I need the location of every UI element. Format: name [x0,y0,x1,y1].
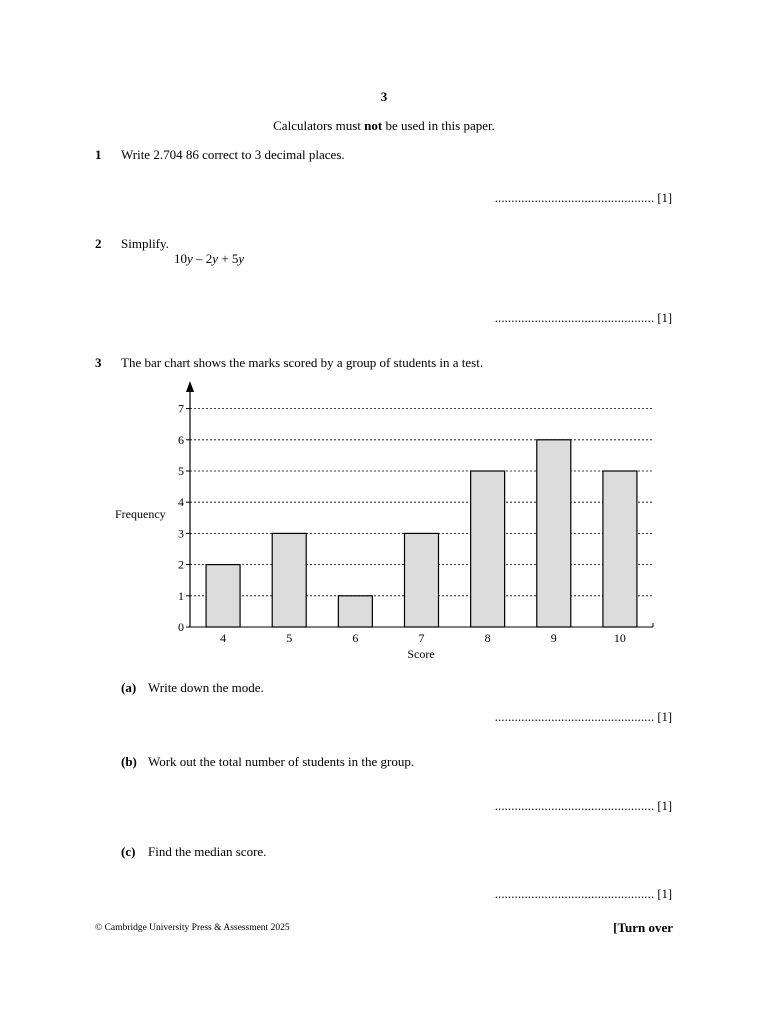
chart-bar [471,471,505,627]
question-1-marks: [1] [657,191,672,205]
chart-bar [206,565,240,627]
instruction-text-before: Calculators must [273,118,365,133]
question-3c-marks: [1] [657,887,672,901]
copyright-notice: © Cambridge University Press & Assessment 2025 [95,923,290,933]
answer-dots: ................................................ [494,191,655,205]
expr-coefficient: 10 [174,251,187,266]
chart-bar [537,440,571,627]
chart-bar [272,533,306,627]
chart-bar [338,596,372,627]
chart-y-tick-label: 2 [178,557,184,572]
question-3a-text: Write down the mode. [148,680,264,695]
question-3a-answer-line[interactable] [495,710,672,725]
answer-dots: ................................................ [494,799,655,813]
question-3-number: 3 [95,355,102,370]
question-3b-answer-line[interactable] [495,799,672,814]
question-3a-marks: [1] [657,710,672,724]
question-3b-marks: [1] [657,799,672,813]
instruction-text-bold: not [364,118,383,133]
chart-x-tick-label: 4 [220,631,227,645]
chart-y-tick-label: 4 [178,495,184,510]
chart-bar [603,471,637,627]
answer-dots: ................................................ [494,887,655,901]
chart-y-tick-label: 1 [178,588,184,603]
chart-y-tick-label: 6 [178,432,184,447]
chart-y-tick-label: 3 [178,526,184,541]
expr-variable: y [238,251,245,266]
answer-dots: ................................................ [494,710,655,724]
question-3c-answer-line[interactable] [495,887,672,902]
chart-y-tick-label: 5 [178,464,184,478]
chart-x-tick-label: 5 [286,631,293,645]
question-3-text: The bar chart shows the marks scored by a group of students in a test. [121,355,484,370]
chart-y-tick-label: 0 [178,620,184,634]
question-2-number: 2 [95,236,102,251]
chart-x-tick-label: 10 [613,631,626,645]
chart-x-tick-label: 9 [550,631,557,645]
instruction-text-after: be used in this paper. [382,118,495,133]
question-3a-label: (a) [121,680,137,695]
question-2-marks: [1] [657,311,672,325]
question-2-text: Simplify. [121,236,169,251]
question-1-number: 1 [95,147,102,162]
expr-coefficient: + 5 [218,251,239,266]
question-3b-label: (b) [121,754,137,769]
chart-x-tick-label: 6 [352,631,359,645]
question-3c-label: (c) [121,844,136,859]
expr-variable: y [187,251,193,266]
chart-x-axis-label: Score [407,647,435,661]
chart-y-axis-arrow [186,381,194,392]
question-1-text: Write 2.704 86 correct to 3 decimal places. [121,147,345,162]
question-3b-text: Work out the total number of students in the group. [148,754,415,769]
chart-bar [405,533,439,627]
chart-y-tick-label: 7 [178,401,184,416]
question-3c-text: Find the median score. [148,844,267,859]
answer-dots: ................................................ [494,311,655,325]
chart-x-tick-label: 8 [484,631,491,645]
turn-over-label: [Turn over [613,920,673,935]
expr-variable: y [212,251,219,266]
page-number: 3 [380,89,388,104]
chart-x-tick-label: 7 [418,631,425,645]
expr-coefficient: – 2 [192,251,213,266]
chart-y-axis-label: Frequency [115,507,166,521]
